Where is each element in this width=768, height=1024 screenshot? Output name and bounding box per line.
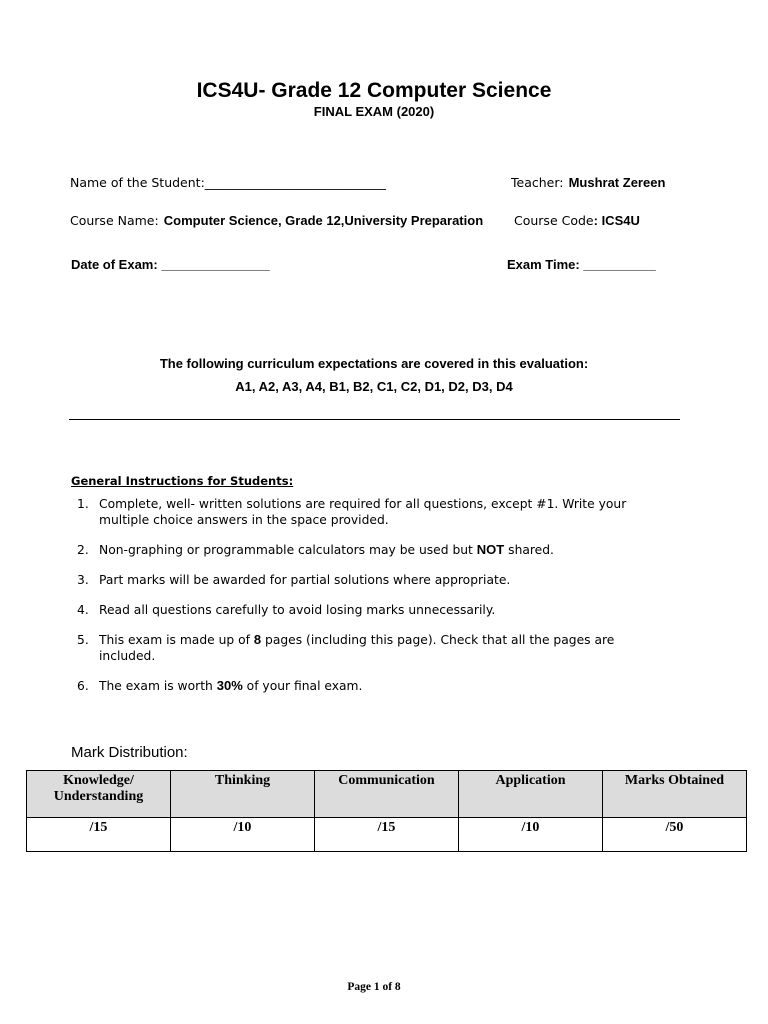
table-header-cell: Communication	[315, 771, 459, 818]
teacher-label: Teacher:	[511, 175, 564, 190]
instructions-list	[71, 496, 651, 708]
exam-subtitle: FINAL EXAM (2020)	[313, 104, 435, 119]
table-header-row	[27, 771, 747, 818]
teacher-value: Mushrat Zereen	[568, 175, 666, 190]
course-name-value: Computer Science, Grade 12,University Preparation	[163, 213, 484, 228]
table-cell: /10	[171, 818, 315, 852]
instructions-title: General Instructions for Students:	[71, 474, 294, 488]
mark-distribution-title: Mark Distribution:	[71, 744, 188, 761]
table-header-cell: Application	[459, 771, 603, 818]
table-cell: /15	[27, 818, 171, 852]
exam-date-label: Date of Exam:	[71, 257, 158, 272]
student-name-label: Name of the Student:	[70, 175, 205, 190]
curriculum-codes: A1, A2, A3, A4, B1, B2, C1, C2, D1, D2, D3, D4	[235, 379, 513, 394]
table-cell: /10	[459, 818, 603, 852]
page-number: Page 1 of 8	[347, 981, 401, 993]
table-row	[27, 818, 747, 852]
exam-title: ICS4U- Grade 12 Computer Science	[196, 79, 552, 102]
mark-distribution-table	[26, 770, 747, 852]
instruction-item: 2. Non-graphing or programmable calculators may be used but NOT shared.	[77, 542, 554, 557]
table-cell: /15	[315, 818, 459, 852]
course-name-label: Course Name:	[70, 213, 159, 228]
instruction-item: 5. This exam is made up of 8 pages (including this page). Check that all the pages are included.	[77, 632, 615, 663]
exam-date-field	[71, 257, 270, 272]
course-code-field	[514, 210, 640, 229]
table-header-cell: Marks Obtained	[603, 771, 747, 818]
course-name-field	[70, 210, 483, 229]
curriculum-heading: The following curriculum expectations are covered in this evaluation:	[159, 356, 589, 371]
instruction-item: 3. Part marks will be awarded for partial solutions where appropriate.	[77, 573, 511, 587]
student-name-blank: _____________________________	[204, 175, 387, 190]
table-header-cell: Knowledge/ Understanding	[27, 771, 171, 818]
instruction-item: 1. Complete, well- written solutions are required for all questions, except #1. Write your multiple choice answers in the space provided.	[77, 497, 627, 527]
instruction-item: 4. Read all questions carefully to avoid losing marks unnecessarily.	[77, 603, 496, 617]
table-header-cell: Thinking	[171, 771, 315, 818]
exam-date-blank: _______________	[161, 257, 270, 272]
exam-time-label: Exam Time:	[507, 257, 580, 272]
section-divider	[69, 419, 680, 420]
student-name-field	[70, 172, 386, 191]
exam-time-blank: __________	[583, 257, 656, 272]
instruction-item: 6. The exam is worth 30% of your final exam.	[77, 678, 363, 693]
table-cell: /50	[603, 818, 747, 852]
exam-time-field	[507, 257, 656, 272]
course-code-value: : ICS4U	[593, 213, 640, 228]
course-code-label: Course Code	[514, 213, 594, 228]
teacher-field	[511, 172, 665, 191]
